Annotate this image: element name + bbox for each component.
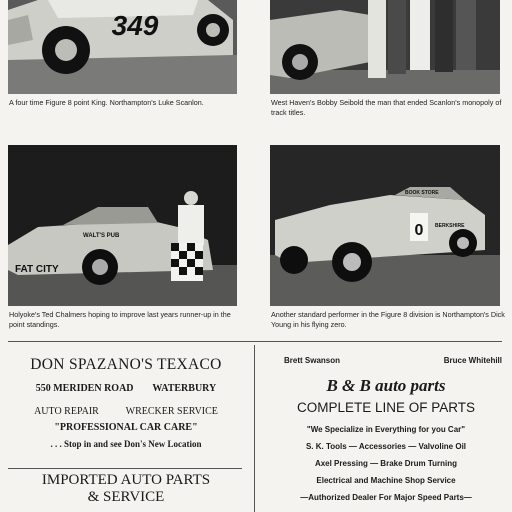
ad-name: Brett Swanson: [284, 356, 341, 365]
ad-items: S. K. Tools — Accessories — Valvoline Oil: [305, 442, 467, 451]
ad-services-row: [8, 406, 244, 417]
car-side-text: BERKSHIRE: [435, 223, 465, 229]
ad-line: & SERVICE: [87, 489, 165, 505]
photo-seibold-trophy: [270, 0, 500, 94]
ad-texaco: [8, 346, 244, 449]
vertical-divider: [254, 345, 255, 512]
car-number: 0: [414, 222, 424, 239]
car-top-text: WALT'S PUB: [83, 233, 120, 239]
ad-invite: . . . Stop in and see Don's New Location: [50, 439, 202, 449]
ad-items: Electrical and Machine Shop Service: [316, 476, 456, 485]
ad-line: IMPORTED AUTO PARTS: [41, 472, 211, 488]
car-top-text: BOOK STORE: [405, 190, 439, 196]
ad-address: 550 MERIDEN ROAD: [35, 383, 134, 394]
ad-tagline: "We Specialize in Everything for you Car": [306, 425, 466, 434]
photo-caption: Holyoke's Ted Chalmers hoping to improve last years runner-up in the point standings.: [9, 310, 231, 329]
ad-title: DON SPAZANO'S TEXACO: [30, 356, 222, 373]
ad-slogan: "PROFESSIONAL CAR CARE": [54, 422, 198, 433]
ad-service: WRECKER SERVICE: [125, 406, 218, 417]
car-side-text: FAT CITY: [15, 264, 59, 275]
horizontal-divider: [8, 341, 502, 342]
photo-chalmers-car: [8, 145, 237, 306]
ad-items: Axel Pressing — Brake Drum Turning: [314, 459, 458, 468]
ad-address-row: [8, 383, 244, 394]
ad-divider: [8, 468, 242, 469]
ad-service: AUTO REPAIR: [34, 406, 99, 417]
ad-bb-auto-parts: [262, 350, 510, 502]
ad-headline: COMPLETE LINE OF PARTS: [296, 400, 476, 415]
ad-items: —Authorized Dealer For Major Speed Parts—: [300, 493, 472, 502]
ad-logo: B & B auto parts: [326, 376, 446, 395]
photo-caption: Another standard performer in the Figure 8 division is Northampton's Dick Young in his flying zero.: [271, 310, 505, 329]
car-number: 349: [111, 10, 159, 41]
ad-imported-parts: [8, 472, 244, 506]
photo-caption: A four time Figure 8 point King. Northampton's Luke Scanlon.: [9, 98, 204, 107]
photo-caption: West Haven's Bobby Seibold the man that ended Scanlon's monopoly of track titles.: [271, 98, 502, 117]
photo-young-car: [270, 145, 500, 306]
ad-names-row: [262, 350, 510, 364]
ad-city: WATERBURY: [152, 383, 217, 394]
ad-name: Bruce Whitehill: [443, 356, 502, 365]
photo-scanlon-car: [8, 0, 237, 94]
